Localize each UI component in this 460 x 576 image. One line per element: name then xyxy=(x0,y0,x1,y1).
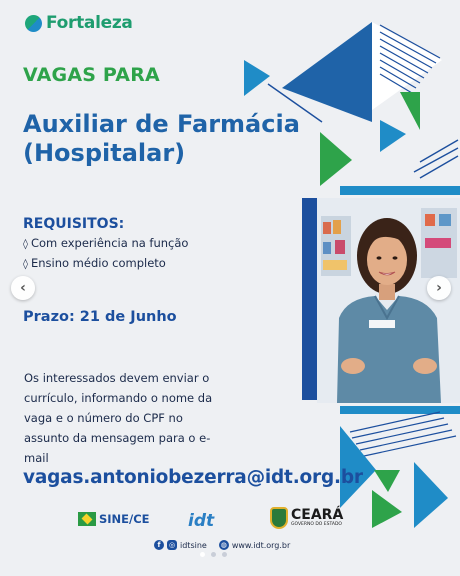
sine-logo-text: SINE/CE xyxy=(99,512,150,526)
chevron-right-icon: › xyxy=(436,280,442,296)
social-handle[interactable]: idtsine xyxy=(180,540,207,550)
social-links xyxy=(154,540,290,550)
requirement-text: Ensino médio completo xyxy=(30,256,166,270)
sine-logo xyxy=(78,512,150,526)
deco-small-blue-triangle xyxy=(244,60,270,96)
headline-kicker: VAGAS PARA xyxy=(23,64,160,86)
idt-logo xyxy=(188,511,214,531)
deco-blue-bar-top xyxy=(340,186,460,195)
brand-logo-icon xyxy=(25,15,42,32)
brand-header xyxy=(25,13,133,33)
requirements-title: REQUISITOS: xyxy=(23,216,125,232)
diamond-bullet-icon: ◊ xyxy=(23,259,28,270)
globe-icon[interactable]: ◍ xyxy=(220,541,227,549)
deco-green-triangle-bottom xyxy=(374,470,400,492)
ceara-logo-subtitle: GOVERNO DO ESTADO xyxy=(291,522,342,527)
ceara-logo xyxy=(270,507,343,529)
deco-green-triangle xyxy=(320,132,352,186)
deco-small-blue-triangle-right xyxy=(380,120,406,152)
contact-email: vagas.antoniobezerra@idt.org.br xyxy=(23,467,363,488)
deco-green-triangle-right xyxy=(400,92,420,130)
requirements-list xyxy=(23,234,188,274)
carousel-dot[interactable] xyxy=(222,552,227,557)
requirement-item xyxy=(23,254,188,274)
deco-large-blue-triangle xyxy=(282,22,372,122)
instagram-icon[interactable]: ◎ xyxy=(168,541,176,549)
chevron-left-icon: ‹ xyxy=(20,280,26,296)
partner-logos xyxy=(78,506,378,540)
pharmacist-illustration xyxy=(317,198,460,403)
requirement-text: Com experiência na função xyxy=(30,236,189,250)
sine-flag-icon xyxy=(78,512,96,526)
deadline: Prazo: 21 de Junho xyxy=(23,309,177,325)
website-link[interactable]: www.idt.org.br xyxy=(231,540,291,550)
requirement-item xyxy=(23,234,188,254)
idt-logo-text: idt xyxy=(188,511,215,531)
pharmacist-photo xyxy=(317,198,460,403)
diamond-bullet-icon: ◊ xyxy=(23,239,28,250)
deco-blue-bar-bottom xyxy=(340,406,460,414)
application-instructions: Os interessados devem enviar o currículo, informando o nome da vaga e o número do CPF no assunto da mensagem para o e-mail xyxy=(24,371,213,465)
carousel-next-button[interactable] xyxy=(427,276,451,300)
carousel-dot[interactable] xyxy=(200,552,205,557)
deco-blue-triangle-bottom-right xyxy=(414,462,448,528)
job-title: Auxiliar de Farmácia (Hospitalar) xyxy=(23,110,300,167)
carousel-prev-button[interactable] xyxy=(11,276,35,300)
brand-name: Fortaleza xyxy=(46,13,133,33)
facebook-icon[interactable]: f xyxy=(154,540,164,550)
carousel-dot[interactable] xyxy=(211,552,216,557)
ceara-logo-text: CEARÁ xyxy=(291,507,344,523)
carousel-indicator xyxy=(200,552,227,557)
ceara-crest-icon xyxy=(270,507,288,529)
deco-stripes-bottom xyxy=(350,412,456,456)
